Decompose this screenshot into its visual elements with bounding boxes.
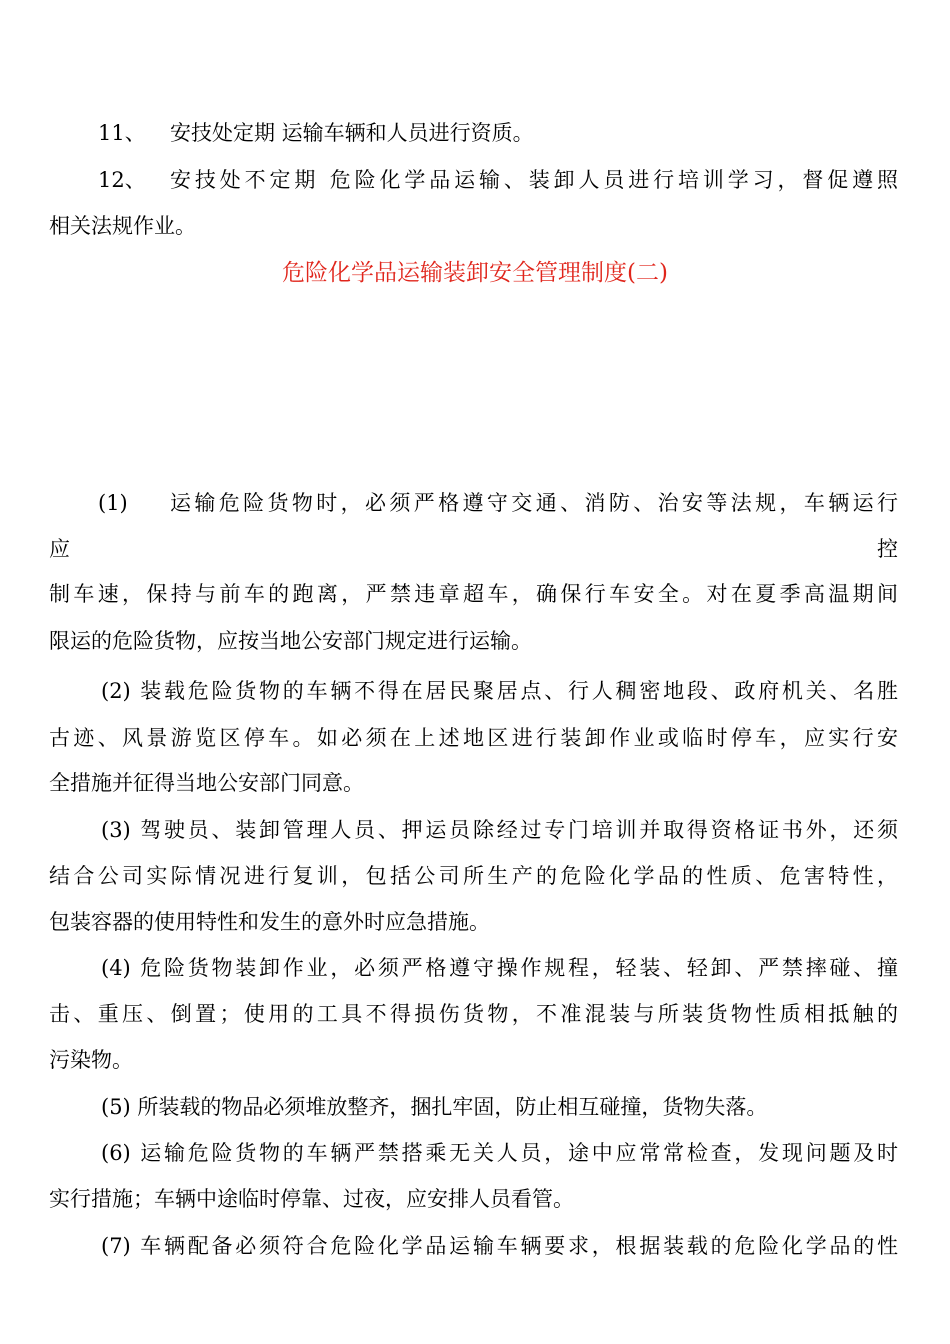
clause-3-line-1: (3) 驾驶员、装卸管理人员、押运员除经过专门培训并取得资格证书外，还须 <box>101 818 898 842</box>
clause-2-line-3: 全措施并征得当地公安部门同意。 <box>49 771 364 795</box>
clause-1-split-left: 应 <box>49 537 70 561</box>
item-12-line-2: 相关法规作业。 <box>49 214 196 238</box>
clause-7-line-1: (7) 车辆配备必须符合危险化学品运输车辆要求，根据装载的危险化学品的性 <box>101 1234 898 1258</box>
clause-4-line-1: (4) 危险货物装卸作业，必须严格遵守操作规程，轻装、轻卸、严禁摔碰、撞 <box>101 956 898 980</box>
item-11-number: 11、 <box>98 121 146 145</box>
clause-6-line-1: (6) 运输危险货物的车辆严禁搭乘无关人员，途中应常常检查，发现问题及时 <box>101 1141 898 1165</box>
clause-1-split-right: 控 <box>877 537 898 561</box>
clause-3-line-3: 包装容器的使用特性和发生的意外时应急措施。 <box>49 910 490 934</box>
item-11-text: 安技处定期 运输车辆和人员进行资质。 <box>170 121 534 145</box>
section-title: 危险化学品运输装卸安全管理制度(二) <box>282 260 668 286</box>
clause-1-number: (1) <box>98 491 128 515</box>
clause-2-line-1: (2) 装载危险货物的车辆不得在居民聚居点、行人稠密地段、政府机关、名胜 <box>101 679 898 703</box>
clause-6-line-2: 实行措施；车辆中途临时停靠、过夜，应安排人员看管。 <box>49 1187 574 1211</box>
clause-1-line-3: 制车速，保持与前车的跑离，严禁违章超车，确保行车安全。对在夏季高温期间 <box>49 582 898 606</box>
clause-2-line-2: 古迹、风景游览区停车。如必须在上述地区进行装卸作业或临时停车，应实行安 <box>49 726 898 750</box>
clause-1-text: 运输危险货物时，必须严格遵守交通、消防、治安等法规，车辆运行 <box>170 491 898 515</box>
clause-5-line-1: (5) 所装载的物品必须堆放整齐，捆扎牢固，防止相互碰撞，货物失落。 <box>101 1095 768 1119</box>
clause-3-line-2: 结合公司实际情况进行复训，包括公司所生产的危险化学品的性质、危害特性， <box>49 864 898 888</box>
item-12-text: 安技处不定期 危险化学品运输、装卸人员进行培训学习，督促遵照 <box>170 168 898 192</box>
item-12-number: 12、 <box>98 168 146 192</box>
clause-4-line-2: 击、重压、倒置；使用的工具不得损伤货物，不准混装与所装货物性质相抵触的 <box>49 1002 898 1026</box>
clause-4-line-3: 污染物。 <box>49 1048 133 1072</box>
clause-1-line-4: 限运的危险货物，应按当地公安部门规定进行运输。 <box>49 629 532 653</box>
